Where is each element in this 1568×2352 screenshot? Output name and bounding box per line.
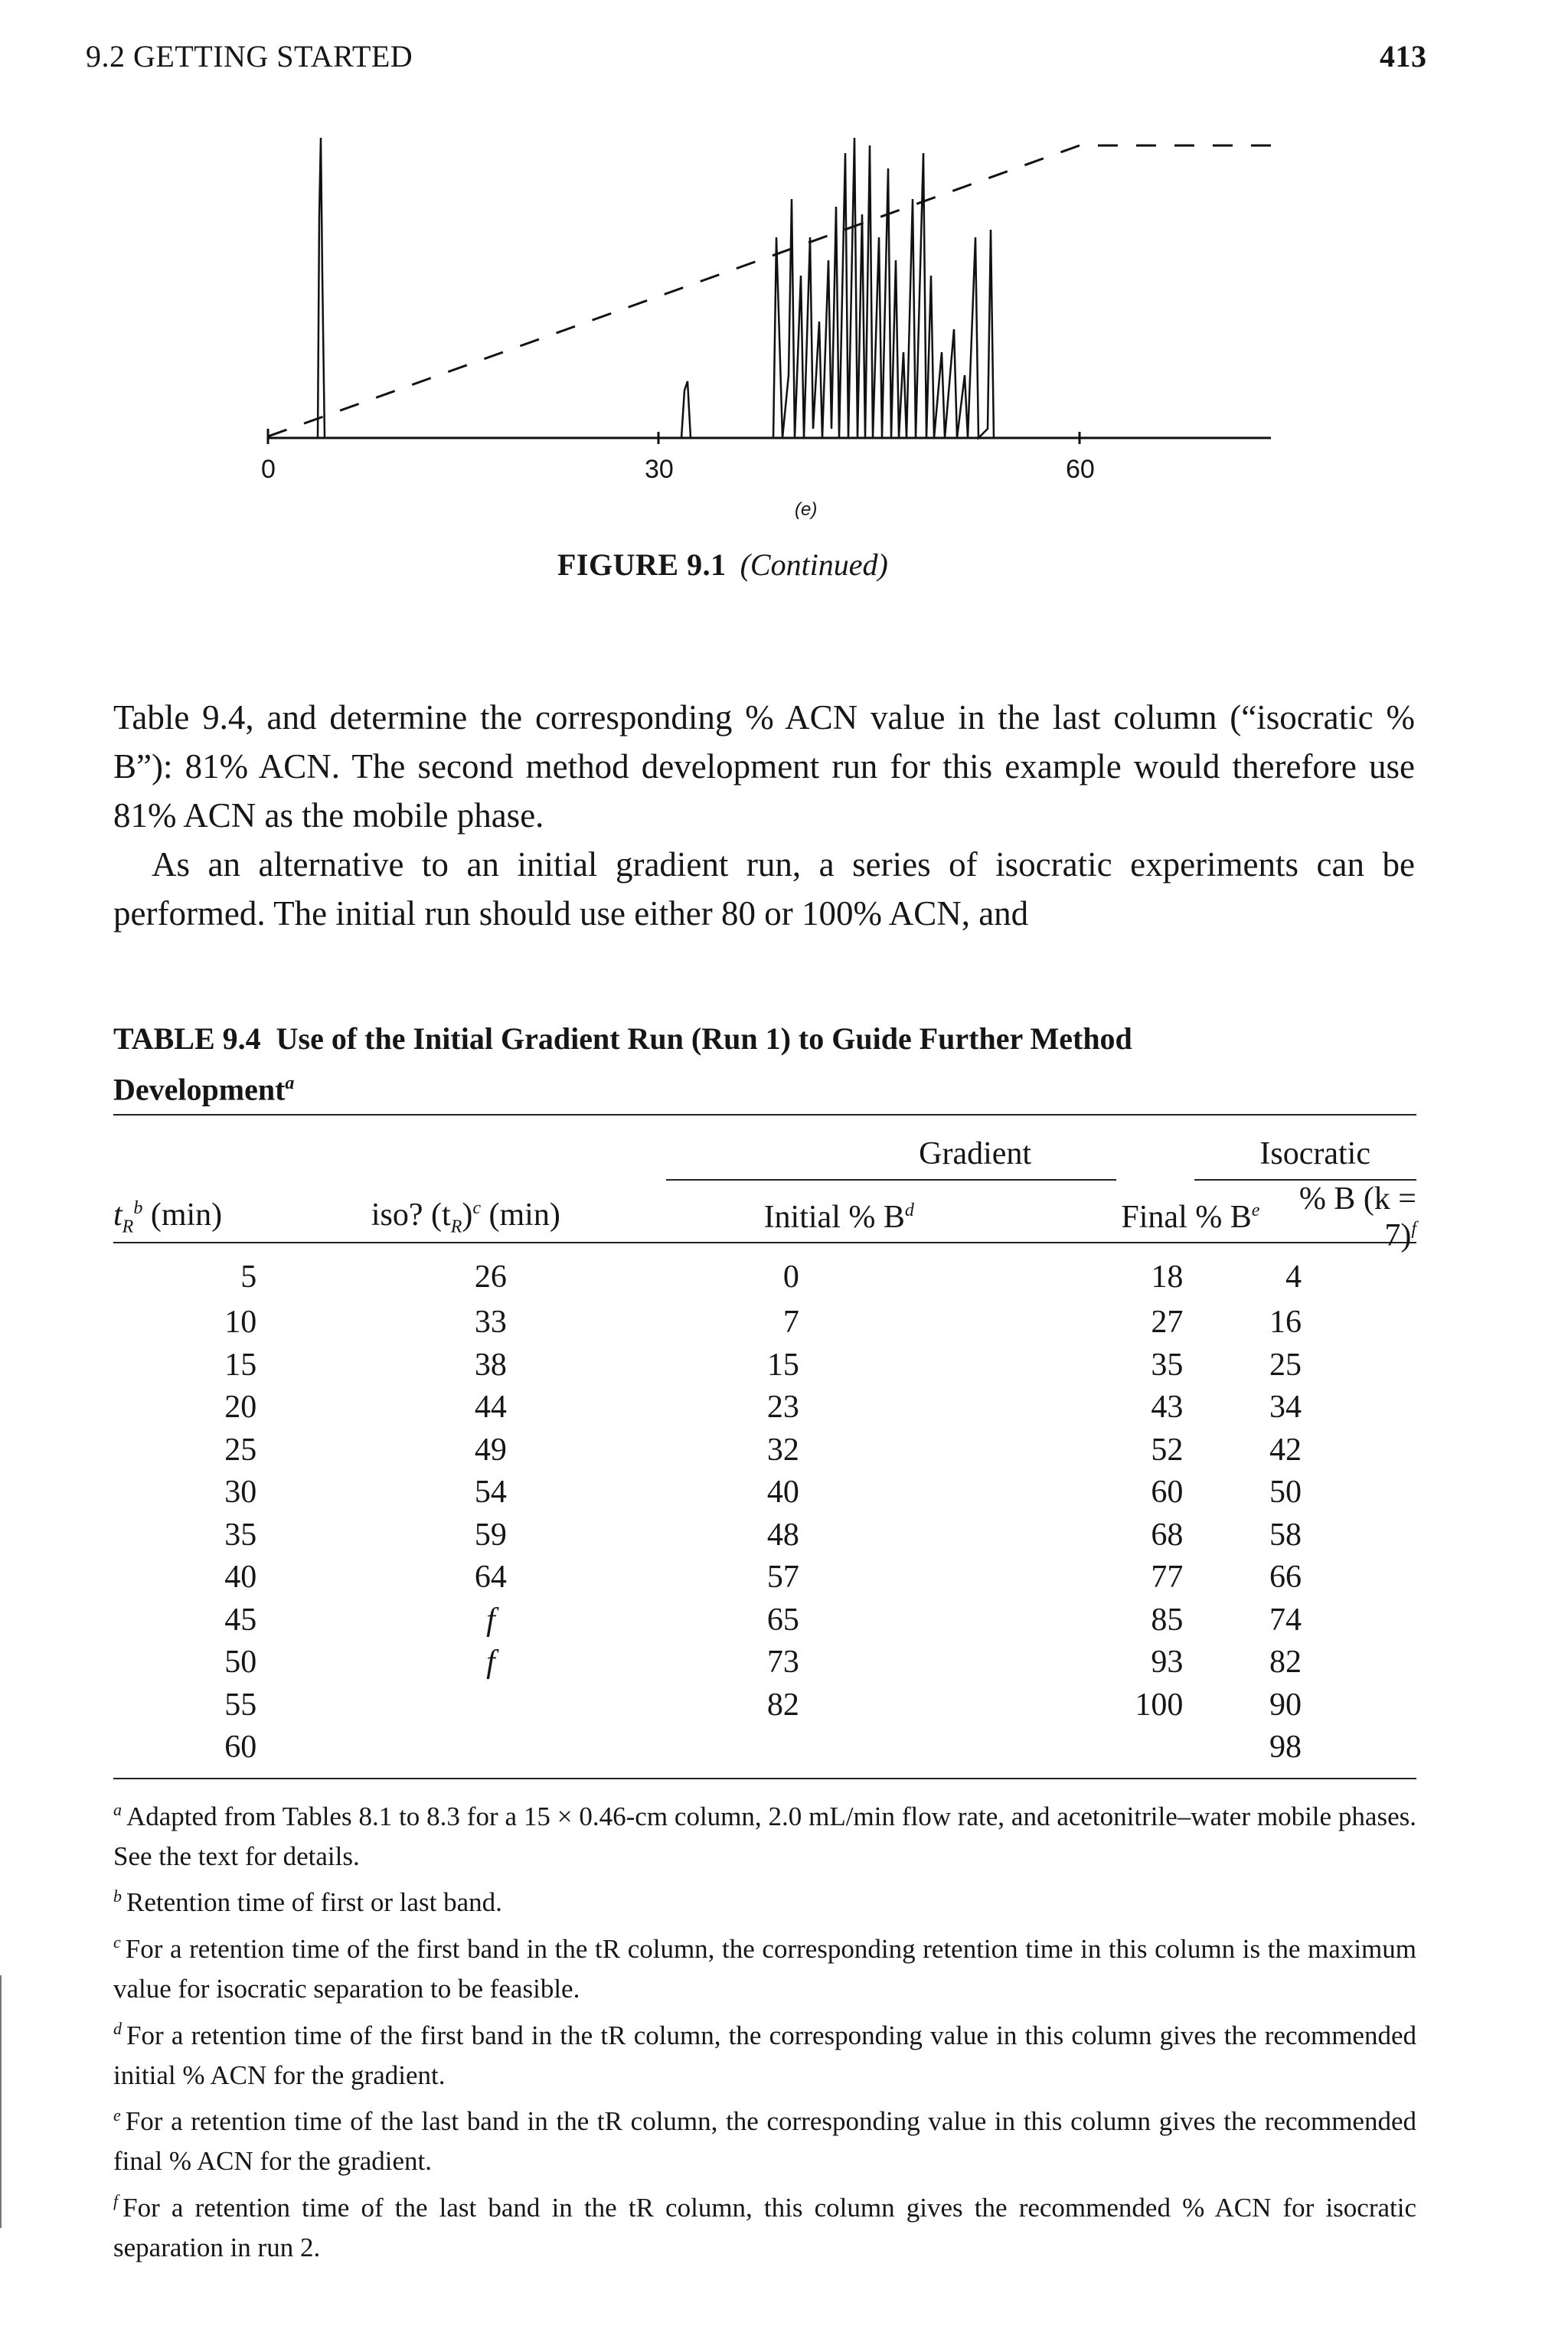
table-footnotes [113,1790,1416,2268]
table-cell: f [486,1645,495,1680]
table-cell: 77 [1151,1560,1184,1595]
table-top-rule [113,1114,1416,1116]
footnote [113,2181,1416,2268]
table-cell: 35 [1151,1347,1184,1383]
footnote-text: For a retention time of the last band in the tR column, the corresponding value in this column gives the recommended final % ACN for the gradient. [113,2106,1416,2177]
table-cell: 73 [766,1645,799,1680]
figure-caption-note: (Continued) [740,547,888,582]
table-cell [256,1726,560,1769]
gradient-group-header: Gradient [919,1136,1032,1171]
table-cell: 15 [224,1347,257,1383]
footnote-text: For a retention time of the first band in the tR column, the corresponding value in this column gives the recommended initial % ACN for the gradient. [113,2020,1416,2090]
axis-tick-label: 30 [645,455,674,484]
table-row [113,1302,1416,1344]
footnote-mark: c [113,1932,121,1952]
chromatogram-figure [253,122,1279,459]
table-cell: 48 [766,1517,799,1553]
table-cell: 23 [766,1390,799,1425]
table-cell: 49 [474,1432,507,1468]
footnote [113,2009,1416,2096]
table-cell: 42 [1269,1432,1302,1468]
table-cell: 98 [1269,1730,1302,1765]
footnote-text: For a retention time of the first band in the tR column, the corresponding retention time in this column is the maximum value for isocratic separation to be feasible. [113,1933,1416,2004]
table-cell: 82 [766,1687,799,1723]
body-paragraph: Table 9.4, and determine the corresponding % ACN value in the last column (“isocratic % B”): 81% ACN. The second method development run for this example would therefore use 81% ACN as the mobile phase. [113,698,1415,835]
table-cell: 40 [766,1475,799,1510]
chromatogram-trace [268,138,1271,438]
figure-panel-label: (e) [795,499,818,520]
table-cell: 20 [224,1390,257,1425]
table-cell: 65 [766,1602,799,1638]
footnote-text: For a retention time of the last band in the tR column, this column gives the recommended % ACN for isocratic separation in run 2. [113,2192,1416,2262]
footnote-text: Adapted from Tables 8.1 to 8.3 for a 15 × 0.46-cm column, 2.0 mL/min flow rate, and acetonitrile–water mobile phases. See the text for details. [113,1801,1416,1871]
column-header-initial-b: Initial % $B^d$ [763,1200,914,1235]
table-row [113,1472,1416,1514]
axis-tick-label: 0 [261,455,276,484]
table-cell: 34 [1269,1390,1302,1425]
table-cell: 26 [474,1259,507,1295]
isocratic-group-header: Isocratic [1259,1136,1370,1171]
table-cell: 0 [782,1259,799,1295]
table-row [113,1726,1416,1769]
table-cell: 4 [1285,1259,1302,1295]
footnote-mark: f [113,2191,119,2211]
column-header-tr: $t_R^b$ (min) [113,1197,223,1237]
table-row [113,1684,1416,1727]
table-cell: 50 [1269,1475,1302,1510]
table-cell [560,1726,914,1769]
table-row [113,1429,1416,1472]
table-cell: 82 [1269,1645,1302,1680]
footnote [113,1790,1416,1877]
figure-caption-label: FIGURE 9.1 [557,547,727,582]
table-body [113,1254,1416,1769]
table-cell [914,1726,1260,1769]
body-text [113,693,1415,938]
baseline-axis [268,429,1271,444]
table-cell: 38 [474,1347,507,1383]
table-cell: 54 [474,1475,507,1510]
table-row [113,1387,1416,1429]
table-cell: 43 [1151,1390,1184,1425]
table-cell: 40 [224,1560,257,1595]
table-cell [256,1684,560,1727]
table-caption [113,1017,1308,1112]
column-header-iso: iso? $(t_R)^c$ (min) [371,1197,560,1237]
footnote-mark: d [113,2018,122,2038]
axis-tick-label: 60 [1066,455,1095,484]
table-row [113,1514,1416,1557]
table-cell: 50 [224,1645,257,1680]
table-row [113,1599,1416,1642]
table-cell: 90 [1269,1687,1302,1723]
table-row [113,1344,1416,1387]
table-cell: 7 [782,1305,799,1340]
table-cell: 5 [240,1259,257,1295]
table-cell: 52 [1151,1432,1184,1468]
table-cell: 25 [224,1432,257,1468]
scan-edge-line [0,1975,2,2228]
table-title-footnote-mark: a [285,1073,295,1093]
table-cell: 64 [474,1560,507,1595]
table-cell: 59 [474,1517,507,1553]
footnote-mark: a [113,1800,122,1819]
table-group-header-row [113,1127,1416,1181]
table-cell: 68 [1151,1517,1184,1553]
footnote [113,1877,1416,1923]
page-number: 413 [1380,39,1427,74]
body-paragraph: As an alternative to an initial gradient run, a series of isocratic experiments can be performed. The initial run should use either 80 or 100% ACN, and [113,845,1415,933]
table-cell: 44 [474,1390,507,1425]
running-header-section: 9.2 GETTING STARTED [86,39,413,74]
table-header-row [113,1181,1416,1254]
table-cell: 33 [474,1305,507,1340]
gradient-dashed-line [268,145,1271,436]
table-cell: 74 [1269,1602,1302,1638]
table-cell: 60 [1151,1475,1184,1510]
table-cell: 16 [1269,1305,1302,1340]
data-table [113,1127,1416,1769]
table-cell: 15 [766,1347,799,1383]
table-cell: 32 [766,1432,799,1468]
table-cell: 18 [1151,1259,1184,1295]
table-cell: 30 [224,1475,257,1510]
table-cell: 25 [1269,1347,1302,1383]
table-bottom-rule [113,1778,1416,1779]
table-cell: 55 [224,1687,257,1723]
table-cell: 27 [1151,1305,1184,1340]
table-cell: 60 [224,1730,257,1765]
table-cell: 45 [224,1602,257,1638]
column-header-isocratic-b: % B (k = 7)$^f$ [1298,1181,1416,1253]
table-label: TABLE 9.4 [113,1021,261,1056]
table-cell: 10 [224,1305,257,1340]
table-title: Use of the Initial Gradient Run (Run 1) to Guide Further Method Development [113,1021,1132,1107]
table-cell: 35 [224,1517,257,1553]
table-row [113,1254,1416,1302]
table-row [113,1557,1416,1599]
table-cell: 100 [1135,1687,1184,1723]
footnote [113,2096,1416,2182]
table-cell: 57 [766,1560,799,1595]
footnote [113,1922,1416,2009]
footnote-text: Retention time of first or last band. [126,1887,502,1918]
table-row [113,1642,1416,1684]
table-cell: 58 [1269,1517,1302,1553]
footnote-mark: b [113,1886,122,1906]
table-cell: 93 [1151,1645,1184,1680]
table-cell: 85 [1151,1602,1184,1638]
table-cell: 66 [1269,1560,1302,1595]
footnote-mark: e [113,2105,121,2125]
figure-caption [557,547,888,583]
column-header-final-b: Final % $B^e$ [1121,1200,1260,1235]
table-cell: f [486,1602,495,1638]
